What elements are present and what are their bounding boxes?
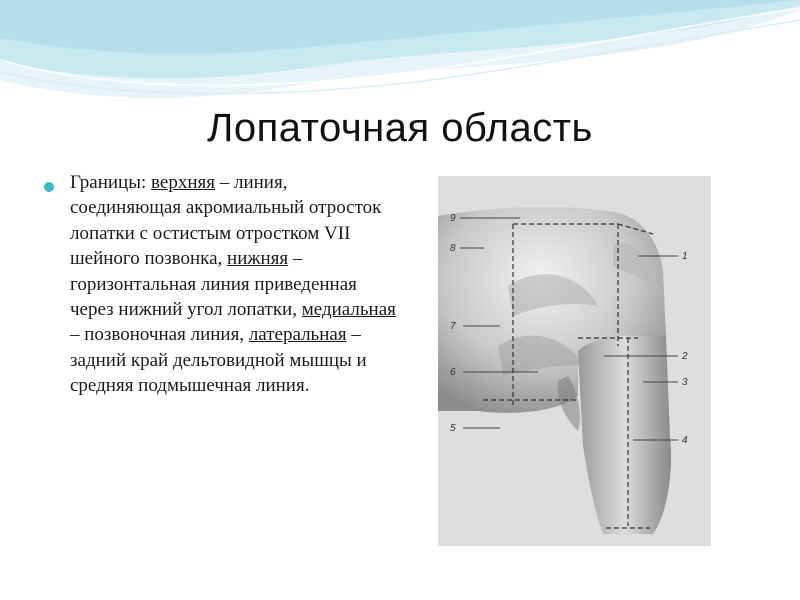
label-2: 2 — [682, 351, 688, 362]
label-3: 3 — [682, 377, 688, 388]
header-wave-decoration — [0, 0, 800, 110]
term-lower: нижняя — [227, 248, 289, 270]
slide-title: Лопаточная область — [207, 106, 593, 150]
label-7: 7 — [450, 321, 456, 332]
term-lateral: латеральная — [248, 324, 347, 346]
desc-lateral: – задний край дельтовидной мышцы и средняя подмышечная линия. — [70, 324, 367, 397]
label-4: 4 — [682, 435, 688, 446]
label-9: 9 — [450, 213, 456, 224]
label-5: 5 — [450, 423, 456, 434]
desc-medial: – позвоночная линия, — [70, 324, 249, 346]
bullet-dot — [44, 182, 54, 192]
desc-lower: – горизонтальная линия приведенная через нижний угол лопатки, — [70, 248, 357, 321]
desc-upper: – линия, соединяющая акромиальный отросток лопатки с остистым отростком VII шейного позвонка, — [70, 172, 382, 270]
label-6: 6 — [450, 367, 456, 378]
intro-text: Границы: — [70, 172, 152, 193]
body-paragraph — [70, 170, 400, 399]
term-upper: верхняя — [151, 172, 215, 193]
label-1: 1 — [682, 251, 688, 262]
term-medial: медиальная — [301, 299, 396, 321]
label-8: 8 — [450, 243, 456, 254]
anatomy-illustration — [438, 176, 711, 546]
